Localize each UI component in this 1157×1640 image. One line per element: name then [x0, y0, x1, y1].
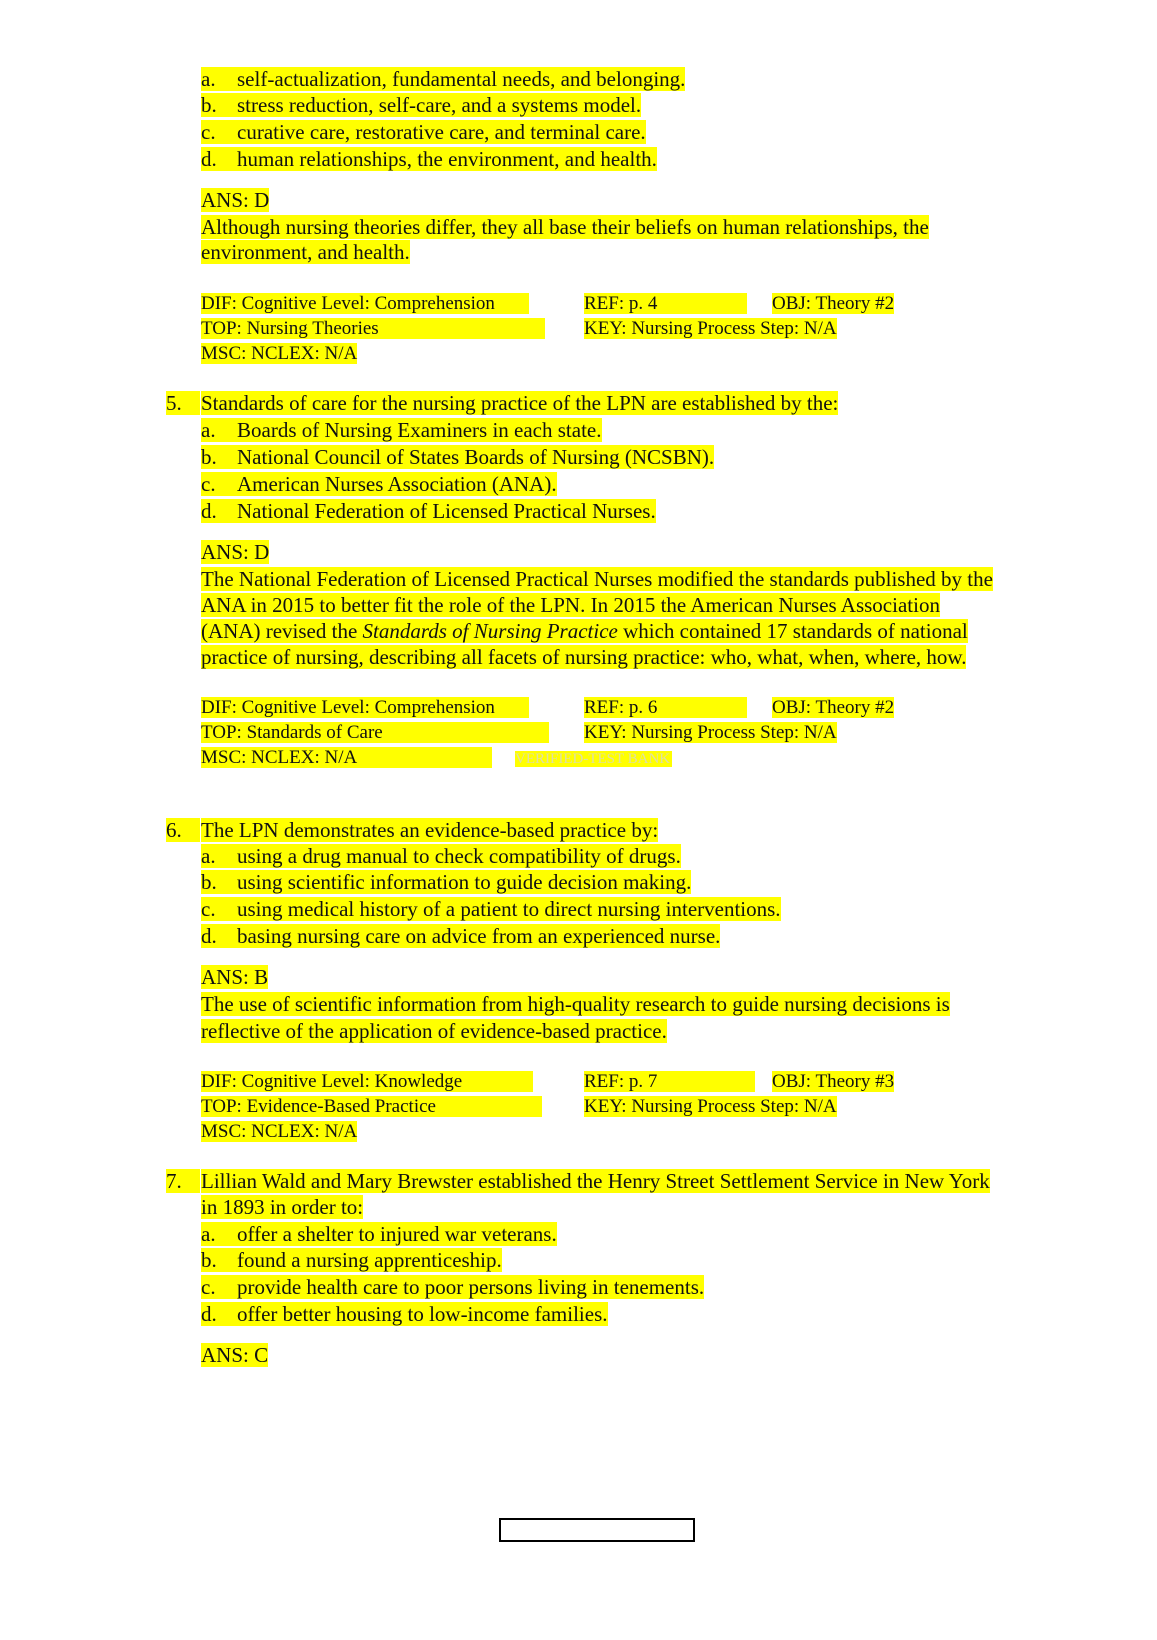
answer: ANS: C	[201, 1343, 269, 1367]
ref-label: REF: p. 6	[584, 697, 747, 719]
italic-title: Standards of Nursing Practice	[362, 619, 618, 643]
option-a: a. self-actualization, fundamental needs, and belonging.	[201, 67, 686, 91]
option-b: b. found a nursing apprenticeship.	[201, 1248, 502, 1272]
answer: ANS: B	[201, 965, 269, 989]
msc-label: MSC: NCLEX: N/A	[201, 343, 358, 364]
page-number-box	[499, 1518, 695, 1542]
obj-label: OBJ: Theory #2	[772, 293, 895, 314]
option-d: d. human relationships, the environment, and health.	[201, 147, 657, 171]
option-b: b. using scientific information to guide decision making.	[201, 870, 692, 894]
option-c: c. using medical history of a patient to direct nursing interventions.	[201, 897, 781, 921]
option-b: b. stress reduction, self-care, and a systems model.	[201, 93, 642, 117]
option-a: a. using a drug manual to check compatibility of drugs.	[201, 844, 681, 868]
dif-label: DIF: Cognitive Level: Comprehension	[201, 697, 529, 719]
obj-label: OBJ: Theory #2	[772, 697, 895, 718]
question-stem-line-2: in 1893 in order to:	[201, 1195, 364, 1219]
key-label: KEY: Nursing Process Step: N/A	[584, 722, 837, 743]
option-b: b. National Council of States Boards of Nursing (NCSBN).	[201, 445, 715, 469]
question-stem-line-1: Lillian Wald and Mary Brewster established the Henry Street Settlement Service in New York	[201, 1169, 990, 1193]
rationale-line-2: reflective of the application of evidence-based practice.	[201, 1019, 667, 1043]
option-c: c. curative care, restorative care, and terminal care.	[201, 120, 646, 144]
key-label: KEY: Nursing Process Step: N/A	[584, 318, 837, 339]
ref-label: REF: p. 7	[584, 1071, 755, 1093]
option-c: c. provide health care to poor persons living in tenements.	[201, 1275, 705, 1299]
obj-label: OBJ: Theory #3	[772, 1071, 895, 1092]
option-d: d. offer better housing to low-income families.	[201, 1302, 608, 1326]
option-d: d. National Federation of Licensed Practical Nurses.	[201, 499, 656, 523]
rationale-line-4: practice of nursing, describing all facets of nursing practice: who, what, when, where, how.	[201, 645, 967, 669]
top-label: TOP: Nursing Theories	[201, 318, 545, 340]
option-a: a. Boards of Nursing Examiners in each state.	[201, 418, 602, 442]
rationale-line-1: The use of scientific information from high-quality research to guide nursing decisions is	[201, 992, 950, 1016]
ref-label: REF: p. 4	[584, 293, 747, 315]
key-label: KEY: Nursing Process Step: N/A	[584, 1096, 837, 1117]
watermark: VERIFIED-TEST BANK	[515, 751, 671, 767]
msc-label: MSC: NCLEX: N/A	[201, 1121, 358, 1142]
question-number: 6.	[166, 818, 200, 842]
rationale-line-2: ANA in 2015 to better fit the role of the LPN. In 2015 the American Nurses Association	[201, 593, 940, 617]
answer: ANS: D	[201, 188, 270, 212]
option-a: a. offer a shelter to injured war veterans.	[201, 1222, 557, 1246]
dif-label: DIF: Cognitive Level: Comprehension	[201, 293, 529, 315]
question-stem: The LPN demonstrates an evidence-based practice by:	[201, 818, 659, 842]
top-label: TOP: Standards of Care	[201, 722, 549, 744]
option-d: d. basing nursing care on advice from an experienced nurse.	[201, 924, 721, 948]
rationale-line-3: (ANA) revised the Standards of Nursing Practice which contained 17 standards of national	[201, 619, 968, 643]
dif-label: DIF: Cognitive Level: Knowledge	[201, 1071, 533, 1093]
rationale-line-1: Although nursing theories differ, they all base their beliefs on human relationships, the	[201, 215, 929, 239]
question-number: 5.	[166, 391, 200, 415]
question-number: 7.	[166, 1169, 200, 1193]
rationale-line-1: The National Federation of Licensed Practical Nurses modified the standards published by the	[201, 567, 993, 591]
question-stem: Standards of care for the nursing practice of the LPN are established by the:	[201, 391, 839, 415]
rationale-line-2: environment, and health.	[201, 240, 410, 264]
msc-label: MSC: NCLEX: N/A	[201, 747, 492, 769]
top-label: TOP: Evidence-Based Practice	[201, 1096, 542, 1118]
answer: ANS: D	[201, 540, 270, 564]
option-c: c. American Nurses Association (ANA).	[201, 472, 557, 496]
